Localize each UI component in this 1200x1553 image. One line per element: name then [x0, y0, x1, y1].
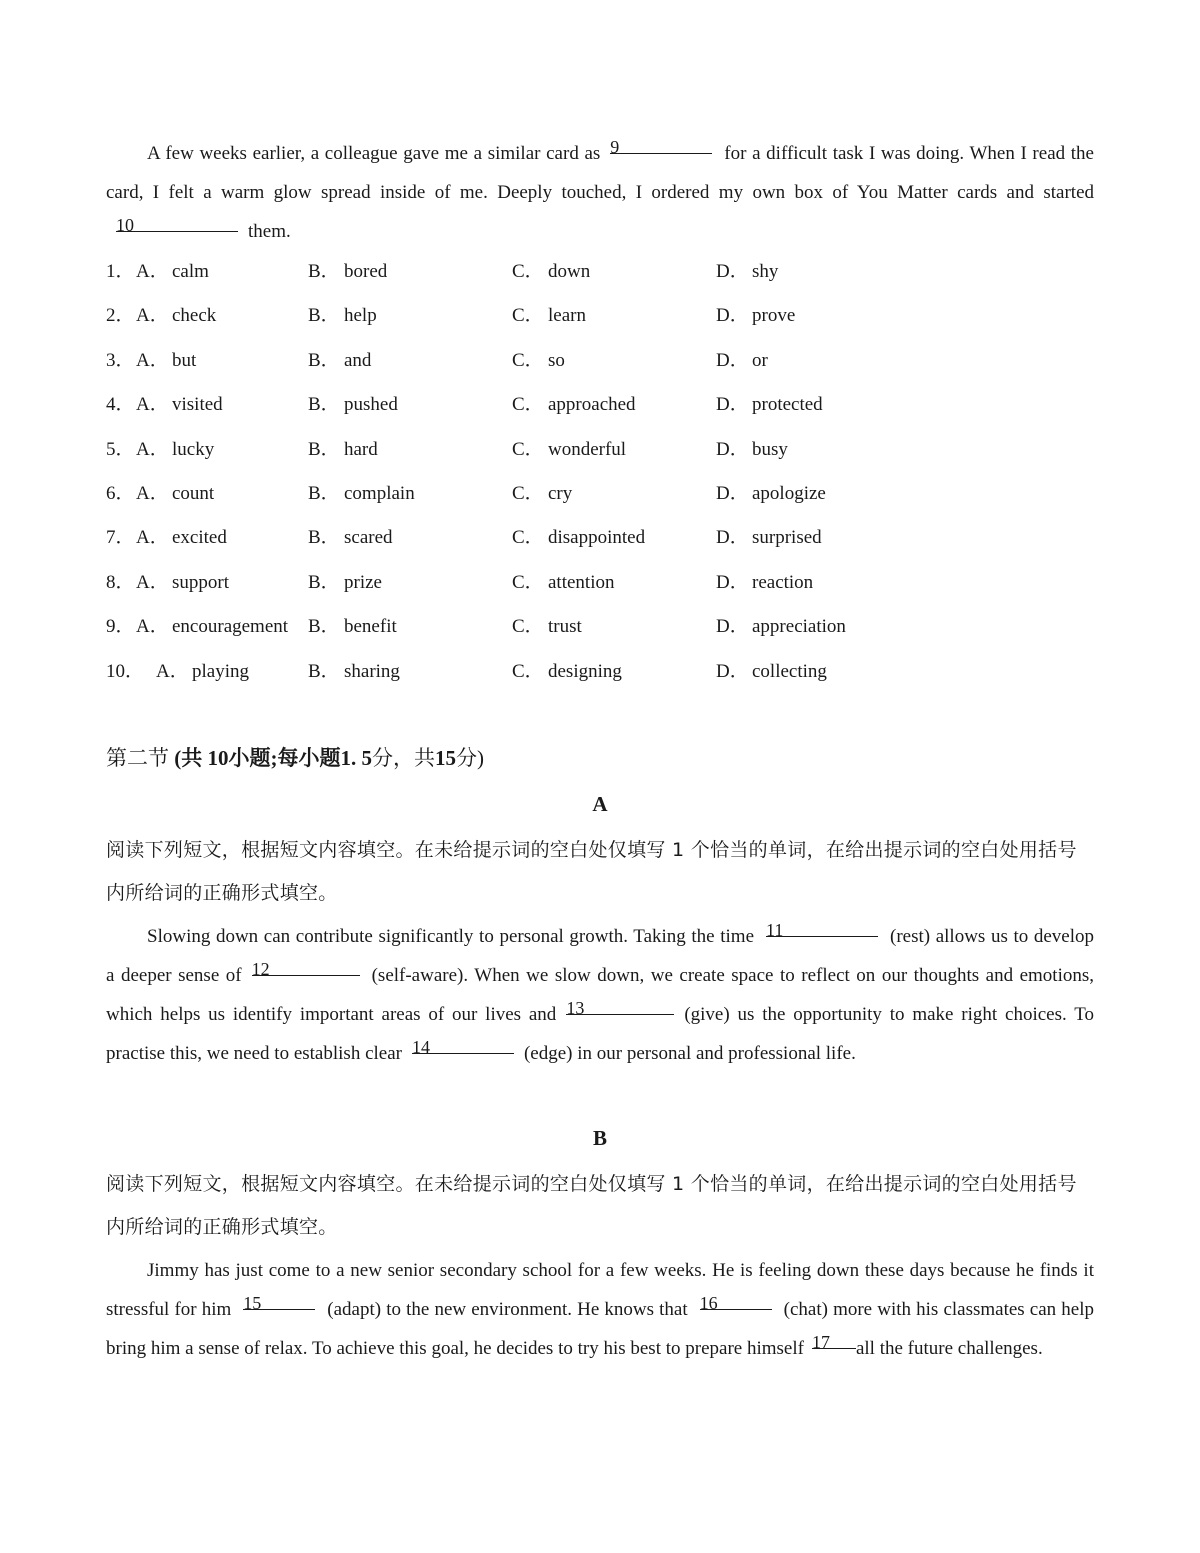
option-letter: C．	[512, 616, 544, 638]
blank-9: 9	[610, 139, 712, 154]
option-text: benefit	[344, 616, 397, 638]
option-d	[716, 653, 827, 691]
option-d	[716, 431, 788, 469]
question-row	[106, 653, 1106, 697]
option-a	[136, 386, 223, 424]
option-letter: A．	[136, 571, 169, 593]
option-c	[512, 653, 622, 691]
question-row	[106, 608, 1106, 652]
option-c	[512, 253, 590, 291]
option-d	[716, 608, 846, 646]
blank-12: 12	[252, 961, 360, 976]
question-number: 10．	[106, 660, 145, 682]
option-text: support	[172, 571, 229, 593]
passage-text: all the future challenges.	[855, 1338, 1043, 1359]
part-b-passage	[106, 1251, 1094, 1368]
option-letter: C．	[512, 438, 544, 460]
option-text: check	[172, 305, 217, 327]
option-text: prize	[344, 571, 382, 593]
option-text: visited	[172, 394, 223, 416]
option-text: so	[548, 349, 565, 371]
part-a-passage	[106, 917, 1094, 1073]
option-text: appreciation	[752, 616, 846, 638]
option-letter: C．	[512, 660, 544, 682]
option-letter: C．	[512, 394, 544, 416]
option-text: cry	[548, 482, 573, 504]
option-text: and	[344, 349, 372, 371]
passage-text: (chat) more with his classmates can help bring him a sense of relax. To achieve this goal, he decides to try his best to prepare himself	[106, 1299, 1095, 1359]
option-letter: D．	[716, 571, 749, 593]
question-number: 3．	[106, 349, 135, 371]
option-letter: B．	[308, 305, 340, 327]
option-letter: A．	[136, 527, 169, 549]
question-number: 5．	[106, 438, 135, 460]
option-letter: B．	[308, 261, 340, 282]
option-text: but	[172, 349, 197, 371]
option-letter: B．	[308, 438, 340, 460]
option-text: complain	[344, 482, 415, 504]
passage-text: (edge) in our personal and professional life.	[523, 1043, 856, 1064]
blank-17: 17	[812, 1334, 856, 1349]
blank-16: 16	[700, 1295, 772, 1310]
option-a	[136, 297, 216, 335]
section-prefix: 第二节	[106, 746, 169, 770]
option-letter: D．	[716, 394, 749, 416]
option-b	[308, 253, 387, 291]
option-d	[716, 564, 813, 602]
per-question-score: 1. 5	[340, 746, 372, 770]
option-letter: D．	[716, 527, 749, 549]
option-b	[308, 342, 371, 380]
option-text: collecting	[752, 660, 827, 682]
option-b	[308, 431, 378, 469]
option-letter: B．	[308, 349, 340, 371]
option-text: down	[548, 261, 591, 282]
question-count: 10	[207, 746, 229, 770]
section-open: (共	[174, 746, 203, 770]
question-row	[106, 342, 1106, 386]
passage-text: Jimmy has just come to a new senior secondary school for a few weeks. He is feeling down these days because he finds it stressful for him	[106, 1260, 1094, 1320]
option-c	[512, 297, 586, 335]
question-options	[106, 253, 1106, 697]
option-a	[136, 253, 209, 291]
option-letter: B．	[308, 482, 340, 504]
option-d	[716, 253, 778, 291]
total-score: 15	[435, 746, 456, 770]
option-b	[308, 297, 377, 335]
option-a	[136, 608, 288, 646]
option-text: excited	[172, 527, 227, 549]
option-d	[716, 297, 795, 335]
option-c	[512, 475, 572, 513]
option-b	[308, 653, 400, 691]
option-text: hard	[344, 438, 378, 460]
passage-text: (self-aware). When we slow down, we create space to reflect on our thoughts and emotions, which helps us identify important areas of our lives and	[106, 965, 1094, 1025]
option-c	[512, 519, 645, 557]
option-letter: D．	[716, 616, 749, 638]
option-letter: B．	[308, 660, 340, 682]
option-text: help	[344, 305, 377, 327]
option-d	[716, 342, 768, 380]
passage-text: (give) us the opportunity to make right choices. To practise this, we need to establish clear	[106, 1004, 1094, 1064]
blank-15: 15	[243, 1295, 315, 1310]
option-text: disappointed	[548, 527, 646, 549]
option-letter: C．	[512, 261, 544, 282]
option-text: surprised	[752, 527, 822, 549]
question-number: 9．	[106, 616, 135, 638]
option-letter: B．	[308, 527, 340, 549]
option-text: reaction	[752, 571, 814, 593]
question-number: 8．	[106, 571, 135, 593]
option-text: prove	[752, 305, 796, 327]
passage-text: for a difficult task I was doing. When I read the card, I felt a warm glow spread inside of me. Deeply touched, I ordered my own box of You Matter cards and started	[106, 143, 1094, 203]
option-text: attention	[548, 571, 615, 593]
passage-text: (rest) allows us to develop a deeper sense of	[106, 926, 1095, 986]
passage-text: A few weeks earlier, a colleague gave me a similar card as	[147, 143, 601, 164]
option-d	[716, 519, 822, 557]
option-letter: A．	[136, 438, 169, 460]
option-a	[156, 653, 249, 691]
option-text: pushed	[344, 394, 398, 416]
option-letter: C．	[512, 527, 544, 549]
option-b	[308, 608, 397, 646]
question-row	[106, 564, 1106, 608]
option-letter: C．	[512, 349, 544, 371]
passage-text: (adapt) to the new environment. He knows that	[327, 1299, 688, 1320]
option-text: shy	[752, 261, 779, 282]
option-text: wonderful	[548, 438, 627, 460]
option-letter: D．	[716, 261, 749, 282]
question-row	[106, 431, 1106, 475]
option-text: count	[172, 482, 215, 504]
option-c	[512, 431, 626, 469]
section-mid2: 分，共	[372, 746, 435, 770]
option-a	[136, 475, 214, 513]
option-a	[136, 431, 214, 469]
option-letter: D．	[716, 305, 749, 327]
question-row	[106, 386, 1106, 430]
option-a	[136, 342, 196, 380]
option-d	[716, 386, 823, 424]
option-letter: A．	[156, 660, 189, 682]
option-b	[308, 386, 398, 424]
option-c	[512, 608, 582, 646]
blank-11: 11	[766, 922, 878, 937]
part-a-title: A	[592, 792, 608, 816]
option-text: scared	[344, 527, 393, 549]
option-letter: C．	[512, 482, 544, 504]
part-b-instruction: 阅读下列短文，根据短文内容填空。在未给提示词的空白处仅填写 1 个恰当的单词，在给出提示词的空白处用括号内所给词的正确形式填空。	[106, 1173, 1077, 1238]
option-c	[512, 386, 636, 424]
option-text: learn	[548, 305, 586, 327]
blank-13: 13	[566, 1000, 674, 1015]
part-b-title: B	[592, 1126, 607, 1150]
option-letter: B．	[308, 394, 340, 416]
question-row	[106, 253, 1106, 297]
option-text: calm	[172, 261, 209, 282]
option-text: protected	[752, 394, 823, 416]
option-b	[308, 475, 415, 513]
option-b	[308, 564, 382, 602]
section-close: 分)	[456, 746, 484, 770]
option-text: encouragement	[172, 616, 289, 638]
option-letter: A．	[136, 261, 169, 282]
question-row	[106, 519, 1106, 563]
option-letter: A．	[136, 482, 169, 504]
option-text: bored	[344, 261, 388, 282]
option-text: lucky	[172, 438, 215, 460]
option-letter: A．	[136, 394, 169, 416]
option-letter: B．	[308, 616, 340, 638]
section-mid: 小题;每小题	[228, 746, 341, 770]
option-text: or	[752, 349, 768, 371]
section-heading	[106, 740, 484, 776]
option-letter: C．	[512, 305, 544, 327]
option-letter: D．	[716, 438, 749, 460]
option-letter: A．	[136, 305, 169, 327]
option-d	[716, 475, 826, 513]
option-text: approached	[548, 394, 636, 416]
passage-text: them.	[248, 221, 291, 242]
option-text: sharing	[344, 660, 400, 682]
option-letter: D．	[716, 482, 749, 504]
question-number: 4．	[106, 394, 135, 416]
option-c	[512, 342, 565, 380]
question-number: 2．	[106, 305, 135, 327]
question-number: 7．	[106, 527, 135, 549]
option-text: trust	[548, 616, 582, 638]
option-text: busy	[752, 438, 788, 460]
blank-10: 10	[116, 217, 238, 232]
option-text: designing	[548, 660, 622, 682]
question-number: 1．	[106, 261, 135, 282]
option-a	[136, 519, 227, 557]
option-b	[308, 519, 393, 557]
passage-text: Slowing down can contribute significantly to personal growth. Taking the time	[147, 926, 755, 947]
option-letter: D．	[716, 349, 749, 371]
question-number: 6．	[106, 482, 135, 504]
option-letter: C．	[512, 571, 544, 593]
part-a-instruction: 阅读下列短文，根据短文内容填空。在未给提示词的空白处仅填写 1 个恰当的单词，在给出提示词的空白处用括号内所给词的正确形式填空。	[106, 839, 1077, 904]
option-letter: B．	[308, 571, 340, 593]
option-letter: D．	[716, 660, 749, 682]
blank-14: 14	[412, 1039, 514, 1054]
question-row	[106, 297, 1106, 341]
option-text: apologize	[752, 482, 826, 504]
option-letter: A．	[136, 349, 169, 371]
question-row	[106, 475, 1106, 519]
option-c	[512, 564, 614, 602]
option-text: playing	[192, 660, 249, 682]
option-a	[136, 564, 229, 602]
option-letter: A．	[136, 616, 169, 638]
passage-continuation	[106, 134, 1094, 251]
